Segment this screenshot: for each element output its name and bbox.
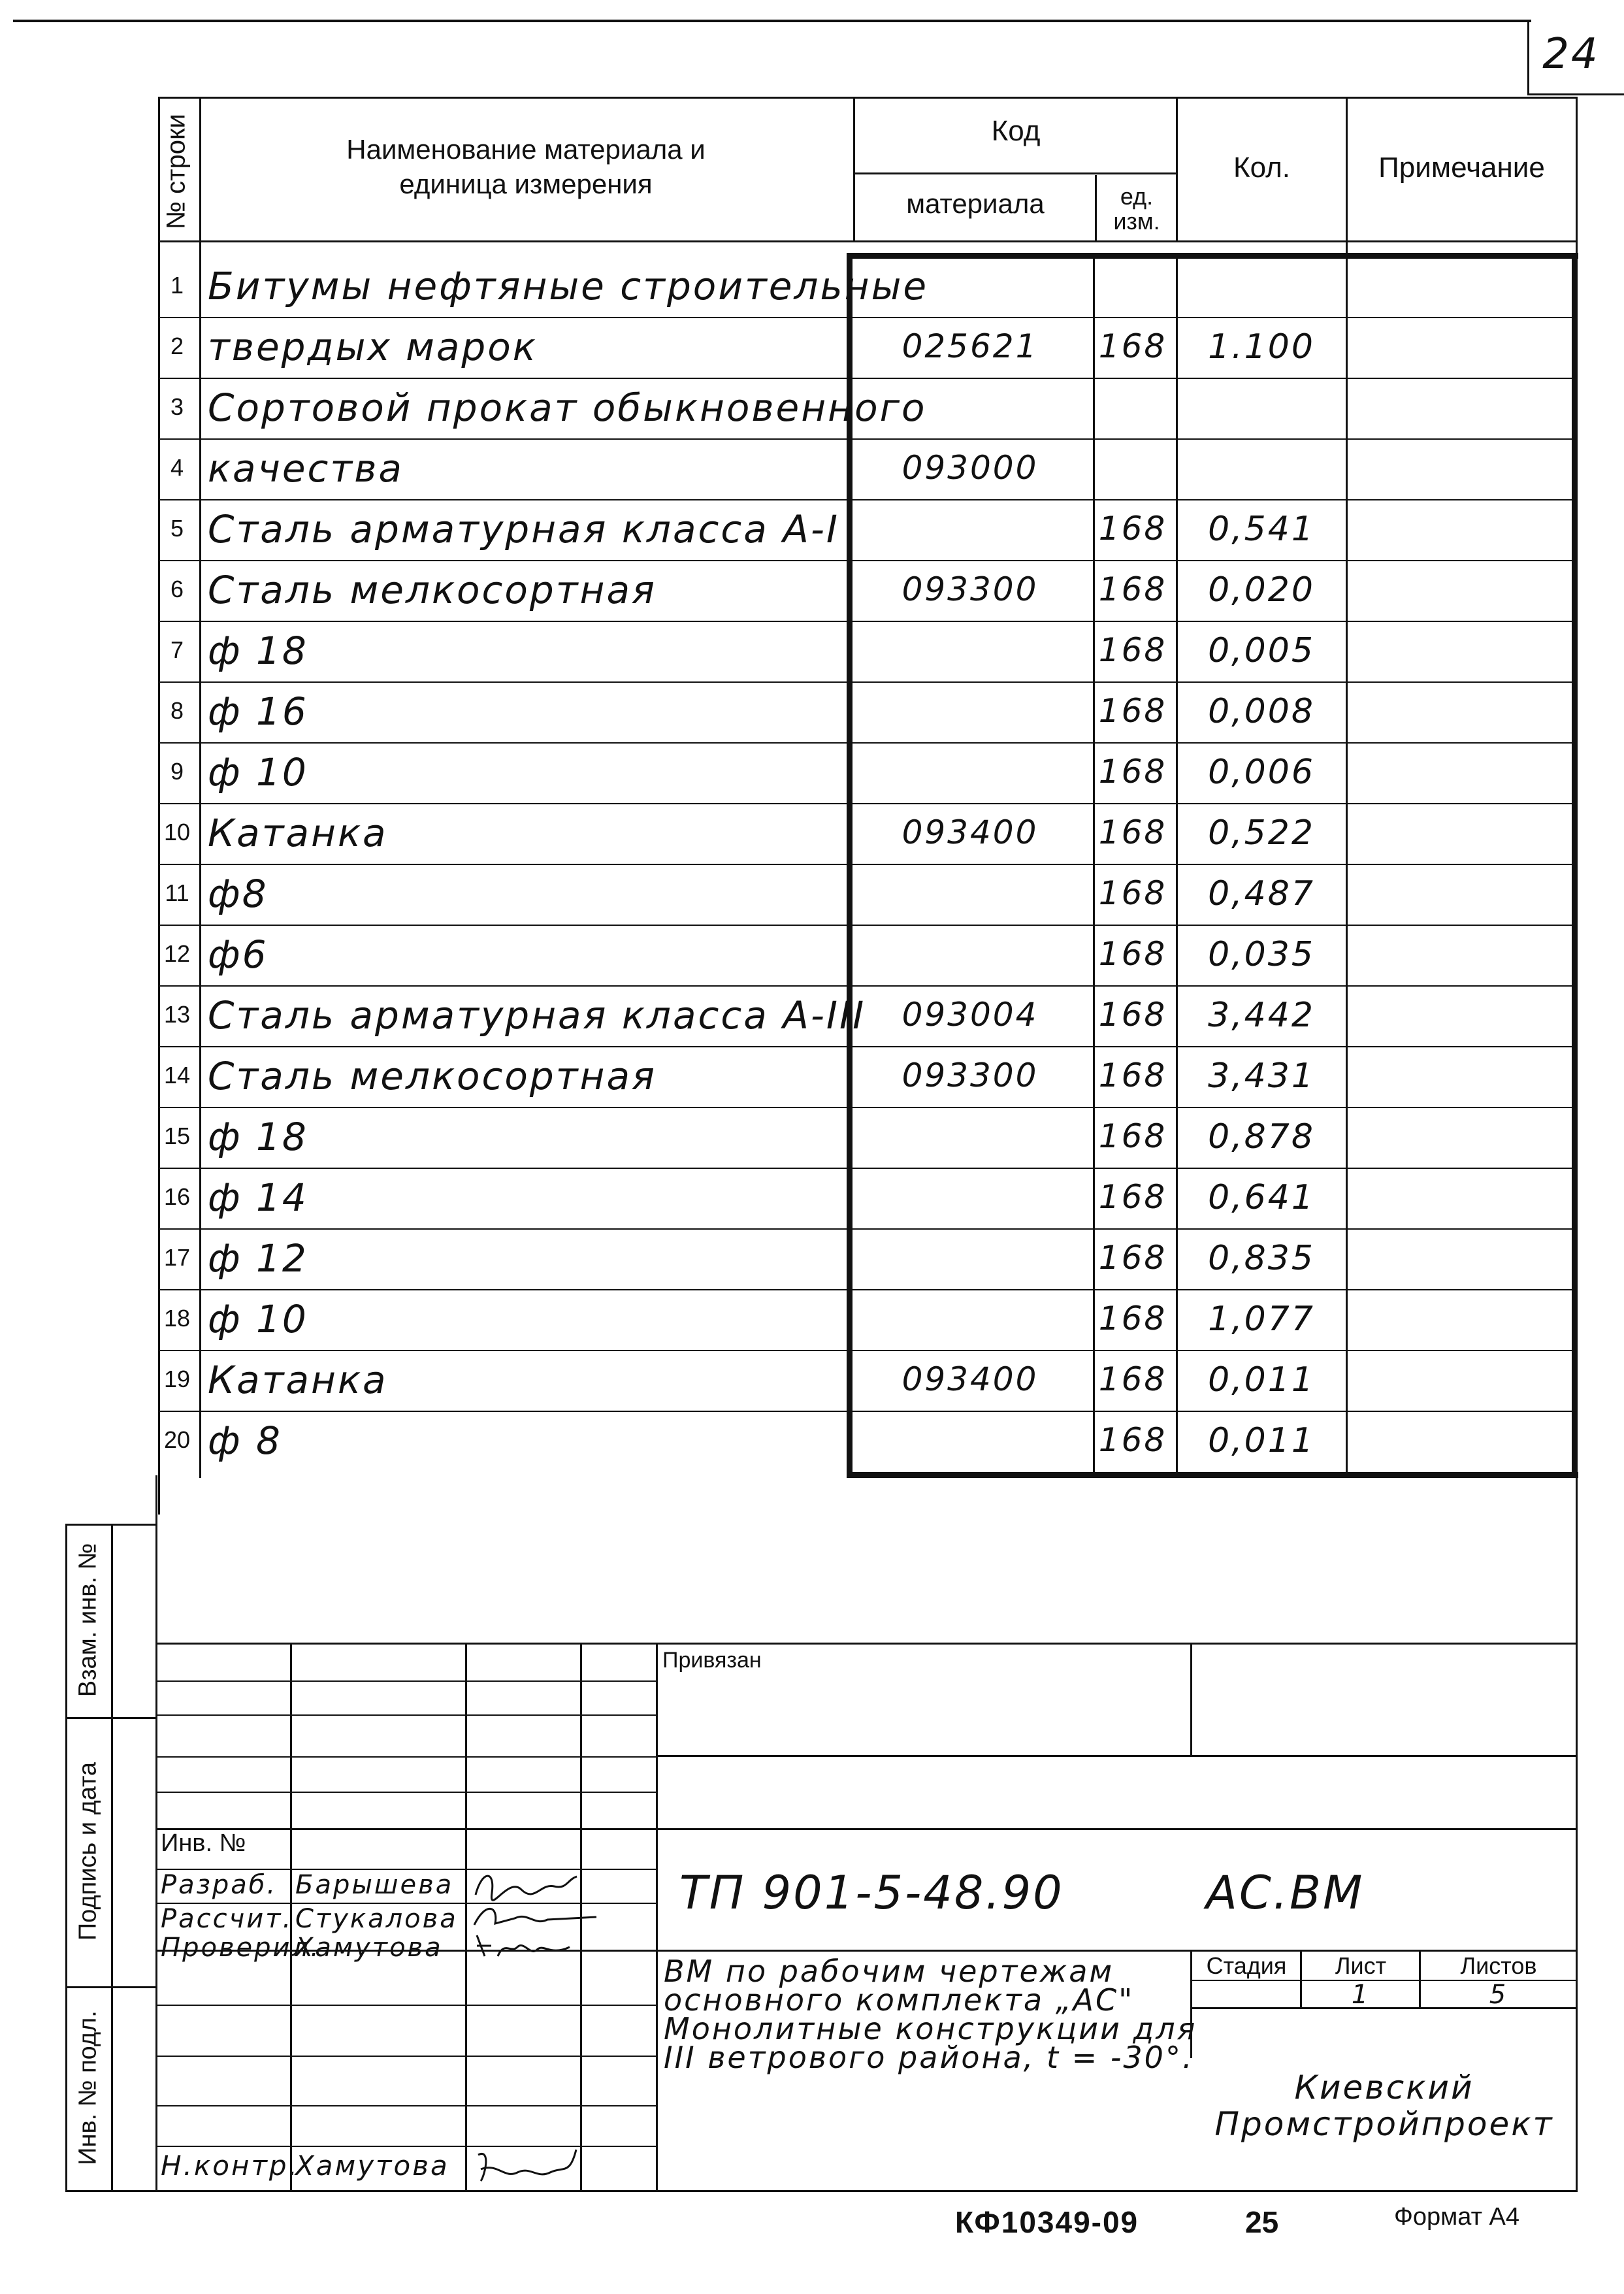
row-number: 9 xyxy=(170,758,184,785)
row-material-name: Сталь арматурная класса A-I xyxy=(208,507,840,551)
row-unit-code: 168 xyxy=(1098,1360,1167,1398)
row-number: 17 xyxy=(163,1244,191,1271)
side-strip-divider xyxy=(111,1524,113,2191)
data-frame-bottom xyxy=(847,1472,1578,1478)
row-unit-code: 168 xyxy=(1098,1239,1167,1277)
row-quantity: 0,487 xyxy=(1208,874,1315,913)
row-number: 11 xyxy=(165,879,189,906)
row-quantity: 0,008 xyxy=(1208,692,1315,731)
stamp-sheet-value: 1 xyxy=(1351,1980,1371,2010)
stamp-doc-mark: АС.ВМ xyxy=(1206,1866,1365,1920)
footer-format: Формат А4 xyxy=(1394,2203,1520,2231)
header-bottom xyxy=(158,240,1577,242)
row-line xyxy=(158,317,1576,318)
page-number-box-left xyxy=(1527,20,1529,95)
header-code-split xyxy=(853,172,1178,174)
page-number: 24 xyxy=(1542,30,1600,78)
data-frame-left xyxy=(847,253,853,1477)
stamp-name-razrab: Барышева xyxy=(295,1870,454,1900)
row-line xyxy=(158,1289,1576,1290)
row-quantity: 0,005 xyxy=(1208,631,1315,670)
side-label-podpis: Подпись и дата xyxy=(74,1761,102,1941)
row-material-name: ф8 xyxy=(208,872,268,916)
stamp-right-row xyxy=(656,1828,1577,1830)
row-number: 10 xyxy=(163,819,191,845)
row-number: 4 xyxy=(170,454,184,481)
footer-page-number: 25 xyxy=(1245,2205,1279,2239)
row-quantity: 0,522 xyxy=(1208,813,1315,853)
stamp-org-line1: Киевский xyxy=(1294,2069,1474,2106)
row-material-name: ф 14 xyxy=(208,1175,308,1220)
row-material-name: твердых марок xyxy=(208,325,538,369)
row-line xyxy=(158,499,1576,500)
row-quantity: 0,835 xyxy=(1208,1239,1315,1278)
row-material-code: 093400 xyxy=(901,813,1039,851)
row-material-name: Катанка xyxy=(208,811,388,855)
row-line xyxy=(158,1107,1576,1108)
row-unit-code: 168 xyxy=(1098,1178,1167,1216)
row-quantity: 1,077 xyxy=(1208,1300,1315,1339)
stamp-role-rasschit: Рассчит. xyxy=(161,1904,293,1934)
side-label-inv-podl: Инв. № подл. xyxy=(74,2010,102,2165)
row-quantity: 0,541 xyxy=(1208,510,1315,549)
stamp-right-row xyxy=(656,1950,1577,1952)
row-material-name: ф 8 xyxy=(208,1418,282,1463)
row-line xyxy=(158,681,1576,683)
row-material-name: ф 16 xyxy=(208,689,308,734)
row-material-name: Сталь арматурная класса A-III xyxy=(208,993,866,1038)
data-frame-right xyxy=(1572,253,1578,1477)
stamp-name-rasschit: Стукалова xyxy=(295,1904,458,1934)
stamp-left-row xyxy=(155,2105,657,2106)
row-unit-code: 168 xyxy=(1098,1421,1167,1459)
row-number: 18 xyxy=(163,1305,191,1332)
row-number: 20 xyxy=(163,1426,191,1453)
stage-box-col2 xyxy=(1419,1950,1421,2008)
signature-proveril xyxy=(472,1927,576,1963)
row-unit-code: 168 xyxy=(1098,753,1167,791)
row-quantity: 0,011 xyxy=(1208,1421,1315,1460)
stamp-left-row xyxy=(155,1714,657,1716)
row-number: 14 xyxy=(163,1062,191,1089)
stamp-left-row xyxy=(155,2056,657,2057)
row-unit-code: 168 xyxy=(1098,631,1167,669)
signature-nkontr xyxy=(472,2143,583,2189)
row-quantity: 3,431 xyxy=(1208,1057,1315,1096)
row-line xyxy=(158,438,1576,440)
row-material-name: ф 10 xyxy=(208,1297,308,1341)
stamp-title-line1: ВМ по рабочим чертежам xyxy=(664,1954,1114,1989)
header-div-unit xyxy=(1095,175,1097,242)
stamp-stage-label: Стадия xyxy=(1206,1952,1287,1979)
stamp-name-proveril: Хамутова xyxy=(295,1933,443,1963)
stamp-inv-no-label: Инв. № xyxy=(161,1829,246,1857)
header-name-label-line2: единица измерения xyxy=(399,169,653,199)
stamp-col-2 xyxy=(465,1643,467,2190)
row-unit-code: 168 xyxy=(1098,996,1167,1034)
row-material-name: ф 10 xyxy=(208,750,308,795)
header-row-no-label: № строки xyxy=(161,114,191,229)
stage-box-col1 xyxy=(1300,1950,1302,2008)
side-strip-left xyxy=(65,1524,67,2191)
row-quantity: 0,020 xyxy=(1208,570,1315,610)
stamp-left-row xyxy=(155,1680,657,1682)
lower-frame-left xyxy=(155,1475,157,2191)
row-number: 19 xyxy=(163,1366,191,1392)
row-quantity: 0,006 xyxy=(1208,753,1315,792)
top-border-line xyxy=(13,20,1531,22)
row-material-code: 093000 xyxy=(901,449,1039,487)
row-unit-code: 168 xyxy=(1098,327,1167,365)
stamp-title-line4: III ветрового района, t = -30°. xyxy=(664,2040,1194,2075)
stamp-sheet-label: Лист xyxy=(1335,1952,1387,1979)
row-material-name: Битумы нефтяные строительные xyxy=(208,264,929,308)
row-material-code: 093400 xyxy=(901,1360,1039,1398)
page-number-box-bottom xyxy=(1527,93,1624,95)
row-number: 15 xyxy=(163,1122,191,1149)
header-qty-label: Кол. xyxy=(1233,152,1291,184)
stamp-privyazan-label: Привязан xyxy=(662,1648,762,1673)
header-div-rownum xyxy=(199,97,201,1478)
stamp-title-line2: основного комплекта „АС" xyxy=(664,1982,1135,2018)
row-number: 6 xyxy=(170,576,184,602)
row-quantity: 1.100 xyxy=(1208,327,1315,367)
stamp-right-row xyxy=(656,1755,1577,1757)
row-unit-code: 168 xyxy=(1098,813,1167,851)
header-name-label-line1: Наименование материала и xyxy=(346,134,706,165)
stamp-role-nkontr: Н.контр. xyxy=(161,2150,299,2182)
stamp-title-line3: Монолитные конструкции для xyxy=(664,2011,1197,2046)
header-code-unit-label-1: ед. xyxy=(1120,183,1154,210)
stamp-sheets-label: Листов xyxy=(1460,1952,1537,1979)
table-top-border xyxy=(158,97,1577,99)
header-note-label: Примечание xyxy=(1378,152,1545,184)
row-line xyxy=(158,560,1576,561)
row-material-name: качества xyxy=(208,446,404,491)
row-material-name: ф 18 xyxy=(208,629,308,673)
row-number: 8 xyxy=(170,697,184,724)
stamp-col-4 xyxy=(656,1643,658,2190)
row-number: 16 xyxy=(163,1183,191,1210)
row-material-name: ф 18 xyxy=(208,1115,308,1159)
row-material-name: ф6 xyxy=(208,932,268,977)
lower-frame-bottom xyxy=(65,2190,1578,2192)
row-number: 5 xyxy=(170,515,184,542)
stamp-col-privyazan xyxy=(1190,1643,1192,1755)
row-material-code: 093300 xyxy=(901,570,1039,608)
row-line xyxy=(158,378,1576,379)
row-line xyxy=(158,1046,1576,1047)
row-line xyxy=(158,1411,1576,1412)
row-line xyxy=(158,1228,1576,1230)
header-div-note xyxy=(1346,97,1348,1478)
row-number: 12 xyxy=(163,940,191,967)
stamp-top xyxy=(155,1643,1577,1645)
header-div-name xyxy=(853,97,855,242)
stamp-doc-code: ТП 901-5-48.90 xyxy=(679,1866,1064,1920)
header-code-material-label: материала xyxy=(906,188,1045,219)
row-number: 3 xyxy=(170,393,184,420)
stamp-name-nkontr: Хамутова xyxy=(295,2150,449,2182)
row-unit-code: 168 xyxy=(1098,1057,1167,1094)
row-line xyxy=(158,742,1576,744)
row-line xyxy=(158,1350,1576,1351)
row-material-code: 093300 xyxy=(901,1057,1039,1094)
header-code-label: Код xyxy=(991,115,1041,147)
row-material-name: Сталь мелкосортная xyxy=(208,568,657,612)
row-number: 7 xyxy=(170,636,184,663)
table-left-border xyxy=(158,97,160,1515)
row-number: 1 xyxy=(170,272,184,299)
stamp-left-row xyxy=(155,1756,657,1758)
footer-archive-number: КФ10349-09 xyxy=(955,2205,1139,2239)
row-line xyxy=(158,621,1576,622)
row-unit-code: 168 xyxy=(1098,935,1167,973)
row-quantity: 0,878 xyxy=(1208,1117,1315,1156)
row-quantity: 0,011 xyxy=(1208,1360,1315,1400)
side-label-vzam: Взам. инв. № xyxy=(74,1543,102,1697)
row-quantity: 0,641 xyxy=(1208,1178,1315,1217)
signature-razrab xyxy=(469,1863,580,1903)
stamp-role-proveril: Проверил. xyxy=(161,1933,321,1963)
row-line xyxy=(158,985,1576,987)
side-strip-line1 xyxy=(65,1717,157,1719)
row-line xyxy=(158,803,1576,804)
row-unit-code: 168 xyxy=(1098,570,1167,608)
data-frame-top xyxy=(847,253,1578,259)
row-number: 13 xyxy=(163,1001,191,1028)
row-unit-code: 168 xyxy=(1098,510,1167,548)
stamp-left-row xyxy=(155,1792,657,1793)
stamp-left-row xyxy=(155,2005,657,2006)
row-material-code: 093004 xyxy=(901,996,1039,1034)
row-material-code: 025621 xyxy=(901,327,1039,365)
row-unit-code: 168 xyxy=(1098,692,1167,730)
stamp-org-line2: Промстройпроект xyxy=(1214,2105,1554,2143)
stamp-sheets-value: 5 xyxy=(1489,1980,1508,2010)
row-quantity: 0,035 xyxy=(1208,935,1315,974)
header-code-unit-label-2: изм. xyxy=(1113,208,1160,235)
row-line xyxy=(158,1168,1576,1169)
stamp-role-razrab: Разраб. xyxy=(161,1870,278,1900)
row-line xyxy=(158,864,1576,865)
row-line xyxy=(158,925,1576,926)
row-unit-code: 168 xyxy=(1098,1300,1167,1337)
row-material-name: Катанка xyxy=(208,1358,388,1402)
row-material-name: Сталь мелкосортная xyxy=(208,1054,657,1098)
row-quantity: 3,442 xyxy=(1208,996,1315,1035)
row-unit-code: 168 xyxy=(1098,1117,1167,1155)
row-material-name: ф 12 xyxy=(208,1236,308,1281)
row-material-name: Сортовой прокат обыкновенного xyxy=(208,385,927,430)
row-number: 2 xyxy=(170,333,184,359)
row-unit-code: 168 xyxy=(1098,874,1167,912)
